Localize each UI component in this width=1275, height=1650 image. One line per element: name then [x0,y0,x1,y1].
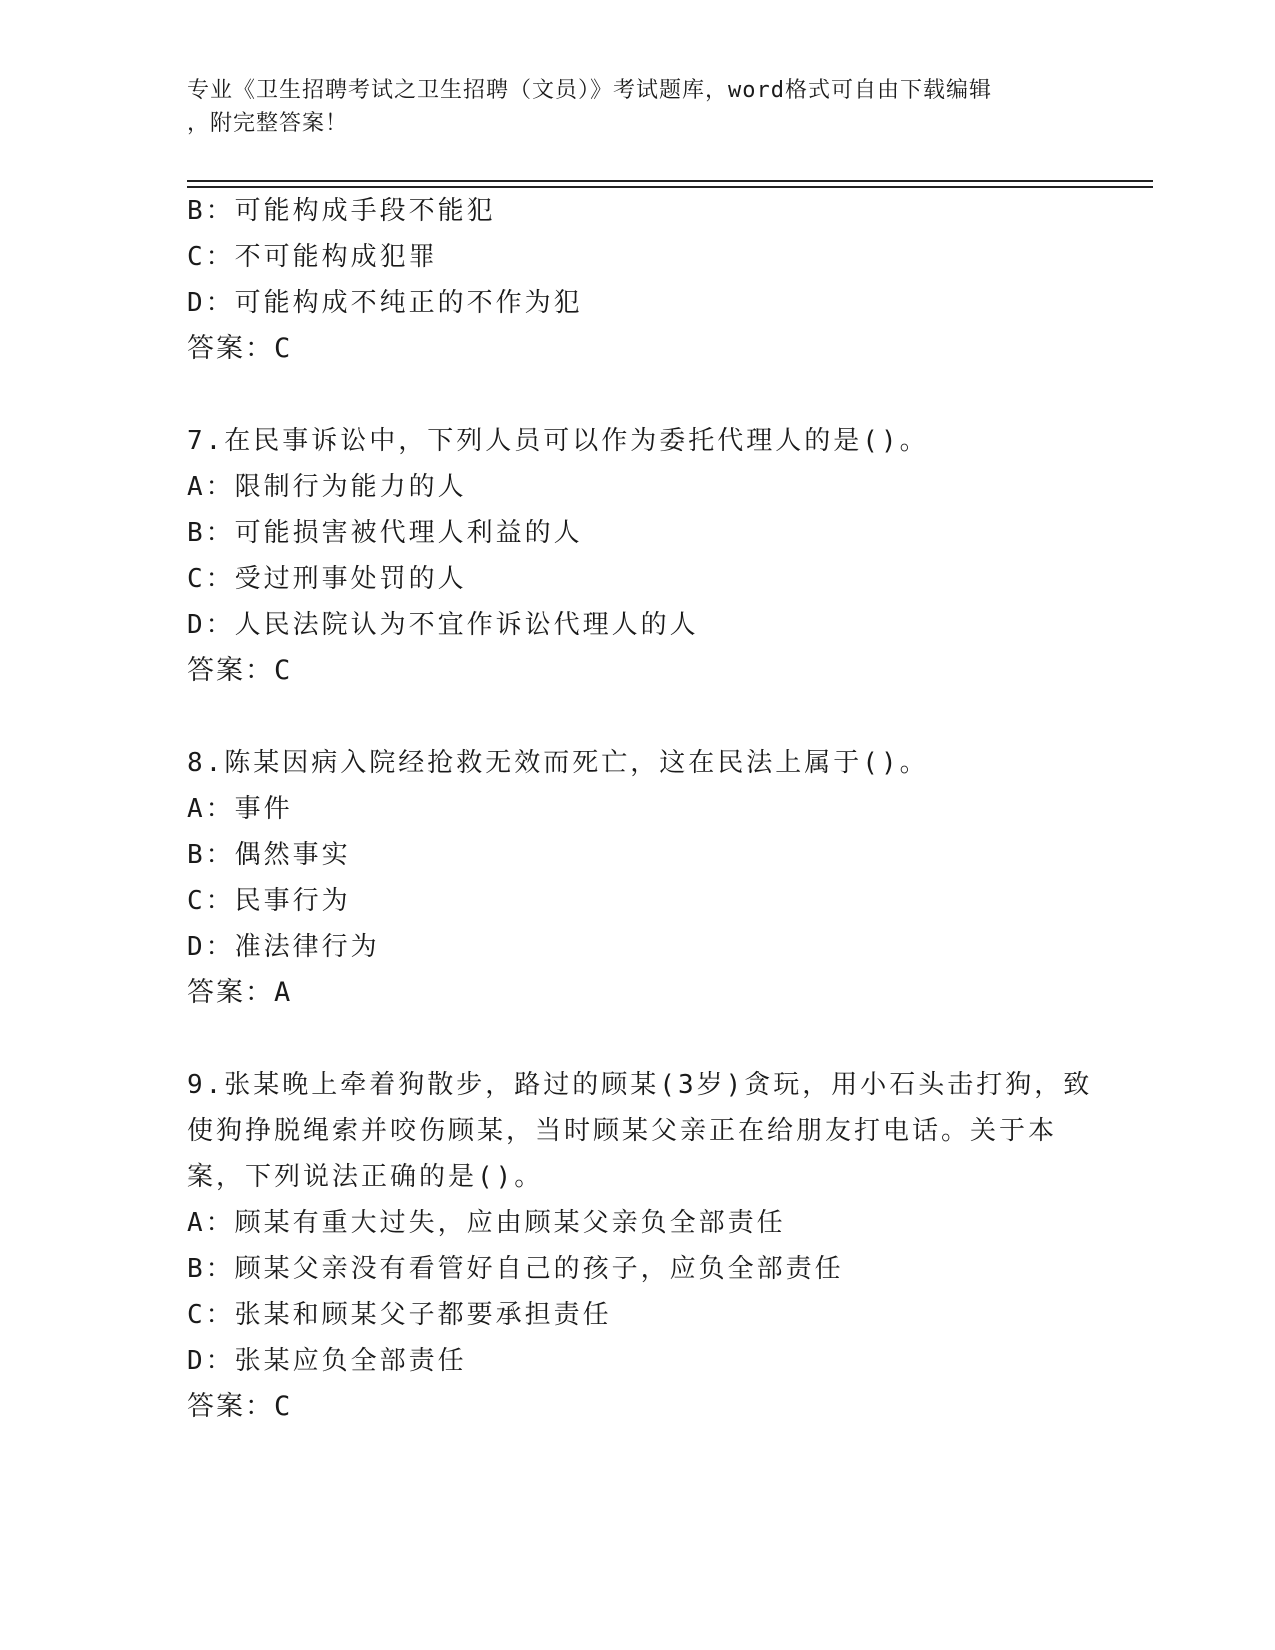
header-rule-top [187,180,1153,182]
option-d: D：准法律行为 [187,932,380,962]
question-8-text: 8.陈某因病入院经抢救无效而死亡，这在民法上属于()。 [187,748,929,778]
answer-line: 答案：A [187,977,293,1008]
question-7-text: 7.在民事诉讼中，下列人员可以作为委托代理人的是()。 [187,426,929,456]
option-c: C：受过刑事处罚的人 [187,564,467,594]
header-line-2: ，附完整答案！ [187,111,349,136]
header-line-1: 专业《卫生招聘考试之卫生招聘（文员）》考试题库，word格式可自由下载编辑 [187,78,992,103]
answer-line: 答案：C [187,333,293,364]
question-9-text-line-2: 使狗挣脱绳索并咬伤顾某，当时顾某父亲正在给朋友打电话。关于本 [187,1116,1058,1146]
spacer [187,1016,1087,1062]
option-d: D：可能构成不纯正的不作为犯 [187,288,583,318]
spacer [187,372,1087,418]
option-a: A：顾某有重大过失，应由顾某父亲负全部责任 [187,1208,786,1238]
question-content [187,188,1093,1430]
option-b: B：顾某父亲没有看管好自己的孩子，应负全部责任 [187,1254,844,1284]
option-a: A：事件 [187,794,293,824]
option-a: A：限制行为能力的人 [187,472,467,502]
option-b: B：偶然事实 [187,840,351,870]
question-9-text-line-1: 9.张某晚上牵着狗散步，路过的顾某(3岁)贪玩，用小石头击打狗，致 [187,1070,1093,1100]
option-d: D：人民法院认为不宜作诉讼代理人的人 [187,610,699,640]
document-header [187,74,1067,140]
spacer [187,694,1087,740]
option-c: C：民事行为 [187,886,351,916]
option-b: B：可能损害被代理人利益的人 [187,518,583,548]
answer-line: 答案：C [187,655,293,686]
option-d: D：张某应负全部责任 [187,1346,467,1376]
option-c: C：不可能构成犯罪 [187,242,438,272]
option-c: C：张某和顾某父子都要承担责任 [187,1300,612,1330]
option-b: B：可能构成手段不能犯 [187,196,496,226]
question-9-text-line-3: 案，下列说法正确的是()。 [187,1162,544,1192]
answer-line: 答案：C [187,1391,293,1422]
